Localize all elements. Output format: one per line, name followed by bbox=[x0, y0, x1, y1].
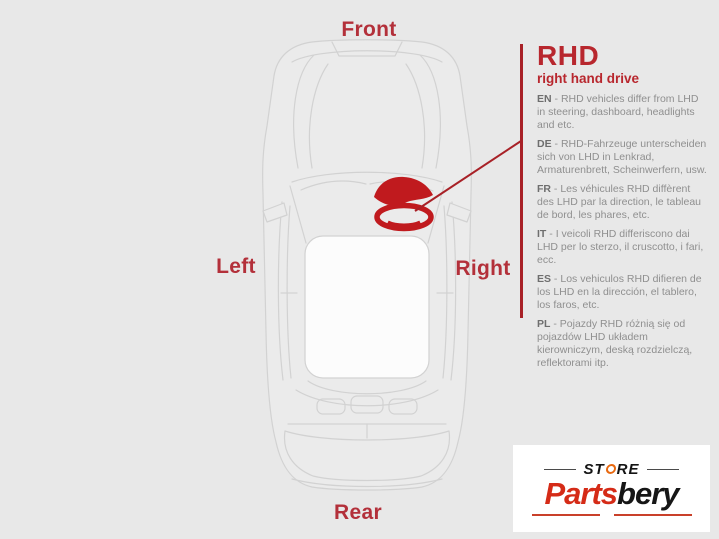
front-label: Front bbox=[341, 18, 397, 41]
logo-store-re: RE bbox=[616, 460, 640, 478]
separator: - bbox=[546, 227, 556, 240]
separator: - bbox=[551, 137, 561, 150]
logo-underlines bbox=[532, 514, 692, 516]
rhd-info-panel bbox=[537, 42, 707, 370]
partsbery-logo bbox=[513, 445, 710, 532]
logo-brand-black: bery bbox=[617, 475, 679, 511]
lang-entry-it bbox=[537, 228, 707, 267]
separator: - bbox=[551, 182, 561, 195]
right-label: Right bbox=[455, 257, 511, 280]
lang-code: PL bbox=[537, 318, 551, 331]
lang-entry-de bbox=[537, 138, 707, 177]
left-label: Left bbox=[216, 255, 256, 278]
lang-code: EN bbox=[537, 92, 552, 105]
logo-brand-red: Parts bbox=[544, 475, 618, 511]
separator: - bbox=[551, 273, 561, 286]
logo-o-ring-icon bbox=[605, 464, 616, 474]
panel-accent-line bbox=[520, 44, 523, 318]
rear-label: Rear bbox=[334, 501, 382, 524]
lang-text: RHD vehicles differ from LHD in steering, dashboard, headlights and etc. bbox=[537, 92, 699, 131]
lang-entry-en bbox=[537, 93, 707, 132]
logo-store-row bbox=[544, 462, 678, 477]
panel-title: RHD bbox=[537, 40, 600, 71]
logo-brand-text bbox=[544, 475, 679, 511]
lang-code: FR bbox=[537, 182, 551, 195]
panel-subtitle: right hand drive bbox=[537, 71, 640, 86]
lang-text: RHD-Fahrzeuge unterscheiden sich von LHD in Lenkrad, Armaturenbrett, Scheinwerfern, usw. bbox=[537, 137, 707, 176]
logo-underline-left bbox=[532, 514, 600, 516]
lang-entry-fr bbox=[537, 183, 707, 222]
lang-text: I veicoli RHD differiscono dai LHD per lo sterzo, il cruscotto, i fari, ecc. bbox=[537, 227, 704, 267]
logo-store-text bbox=[583, 462, 639, 477]
lang-code: ES bbox=[537, 273, 552, 286]
lang-entry-es bbox=[537, 273, 707, 312]
logo-rule-right bbox=[647, 469, 679, 470]
lang-entry-pl bbox=[537, 318, 707, 370]
separator: - bbox=[550, 318, 560, 331]
lang-text: Los vehiculos RHD difieren de los LHD en la dirección, el tablero, los faros, etc. bbox=[537, 273, 702, 312]
logo-underline-right bbox=[614, 514, 692, 516]
lang-text: Pojazdy RHD różnią się od pojazdów LHD układem kierowniczym, deską rozdzielczą, reflektorami itp. bbox=[537, 318, 693, 370]
lang-code: DE bbox=[537, 137, 552, 150]
lang-text: Les véhicules RHD diffèrent des LHD par la direction, le tableau de bord, les phares, etc. bbox=[537, 182, 702, 221]
logo-rule-left bbox=[544, 469, 576, 470]
separator: - bbox=[551, 92, 561, 105]
logo-store-st: ST bbox=[583, 460, 605, 478]
lang-code: IT bbox=[537, 227, 547, 240]
